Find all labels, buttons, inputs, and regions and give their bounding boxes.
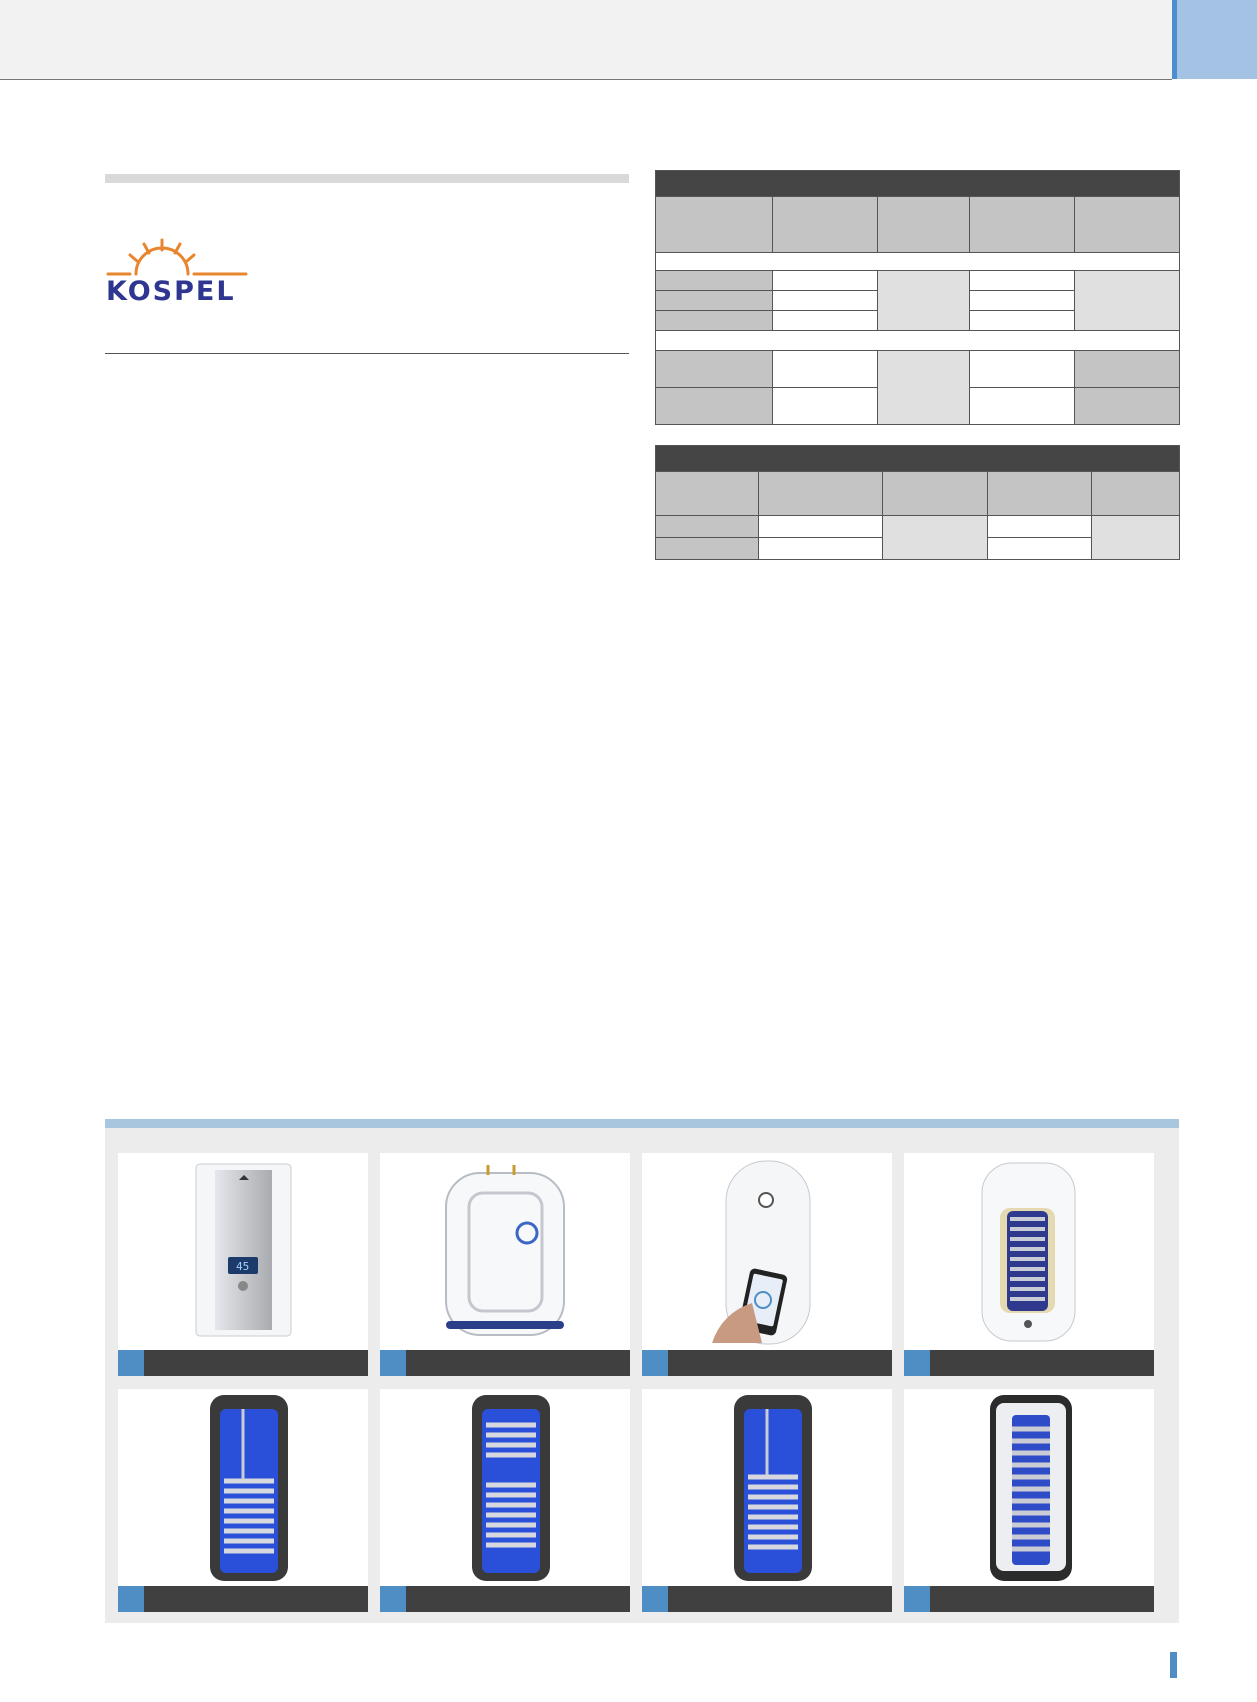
product-card — [118, 1153, 368, 1376]
boiler-with-phone-icon — [642, 1153, 892, 1350]
table-section-row — [656, 253, 1180, 271]
product-gallery — [105, 1119, 1179, 1623]
page-header-band — [0, 0, 1172, 80]
brand-logo-wordmark: KOSPEL — [106, 276, 236, 307]
table-cell — [773, 271, 878, 291]
product-card — [642, 1153, 892, 1376]
product-number-badge — [380, 1586, 406, 1612]
large-coil-tank-icon — [904, 1389, 1154, 1586]
product-number-badge — [642, 1350, 668, 1376]
product-number-badge — [904, 1350, 930, 1376]
table-cell — [970, 271, 1075, 291]
page-number-marker — [1170, 1652, 1177, 1678]
table-header-cell — [970, 197, 1075, 253]
product-card — [642, 1389, 892, 1612]
product-number-badge — [380, 1350, 406, 1376]
product-caption-bar — [904, 1350, 1154, 1376]
table-cell — [773, 291, 878, 311]
product-number-badge — [118, 1586, 144, 1612]
product-number-badge — [904, 1586, 930, 1612]
table-cell — [988, 516, 1092, 538]
product-caption-bar — [118, 1350, 368, 1376]
table-cell — [970, 311, 1075, 331]
table-cell — [1075, 351, 1180, 388]
compact-water-heater-icon — [380, 1153, 630, 1350]
table-cell — [773, 388, 878, 425]
product-caption-bar — [642, 1350, 892, 1376]
product-card — [904, 1389, 1154, 1612]
dual-coil-tank-icon — [118, 1389, 368, 1586]
table-cell — [759, 516, 883, 538]
table-header-cell — [759, 472, 883, 516]
table-cell — [773, 351, 878, 388]
table-cell-merged — [883, 516, 988, 560]
svg-text:45: 45 — [236, 1260, 250, 1273]
table-cell — [970, 351, 1075, 388]
spec-table-1 — [655, 170, 1180, 425]
table-cell — [970, 291, 1075, 311]
product-card — [380, 1389, 630, 1612]
table-header-cell — [1075, 197, 1180, 253]
table-row-label — [656, 516, 759, 538]
table-cell — [988, 538, 1092, 560]
table-header-cell — [773, 197, 878, 253]
table-cell-merged — [878, 351, 970, 425]
solar-tank-icon — [904, 1153, 1154, 1350]
product-card — [380, 1153, 630, 1376]
table-cell-merged — [1075, 271, 1180, 331]
table-row-label — [656, 311, 773, 331]
table-cell — [759, 538, 883, 560]
table-section-row — [656, 331, 1180, 351]
table-cell — [970, 388, 1075, 425]
table-title-bar — [656, 171, 1180, 197]
table-header-cell — [656, 472, 759, 516]
instantaneous-water-heater-icon — [118, 1153, 368, 1350]
table-cell — [1075, 388, 1180, 425]
dual-coil-tank-icon — [380, 1389, 630, 1586]
page-corner-tab — [1172, 0, 1257, 79]
dual-coil-tank-icon — [642, 1389, 892, 1586]
table-row-label — [656, 291, 773, 311]
table-cell-merged — [1092, 516, 1180, 560]
product-caption-bar — [118, 1586, 368, 1612]
table-title-bar — [656, 446, 1180, 472]
product-caption-bar — [642, 1586, 892, 1612]
brand-section-bar — [105, 174, 629, 183]
table-header-cell — [1092, 472, 1180, 516]
product-caption-bar — [904, 1586, 1154, 1612]
spec-table-2 — [655, 445, 1180, 560]
product-number-badge — [118, 1350, 144, 1376]
table-header-cell — [883, 472, 988, 516]
table-row-label — [656, 271, 773, 291]
table-header-cell — [988, 472, 1092, 516]
table-row-label — [656, 538, 759, 560]
product-card — [904, 1153, 1154, 1376]
product-card — [118, 1389, 368, 1612]
table-row-label — [656, 388, 773, 425]
table-header-cell — [878, 197, 970, 253]
table-header-cell — [656, 197, 773, 253]
brand-section-rule — [105, 353, 629, 354]
product-number-badge — [642, 1586, 668, 1612]
table-cell — [773, 311, 878, 331]
table-row-label — [656, 351, 773, 388]
product-caption-bar — [380, 1586, 630, 1612]
product-caption-bar — [380, 1350, 630, 1376]
table-cell-merged — [878, 271, 970, 331]
